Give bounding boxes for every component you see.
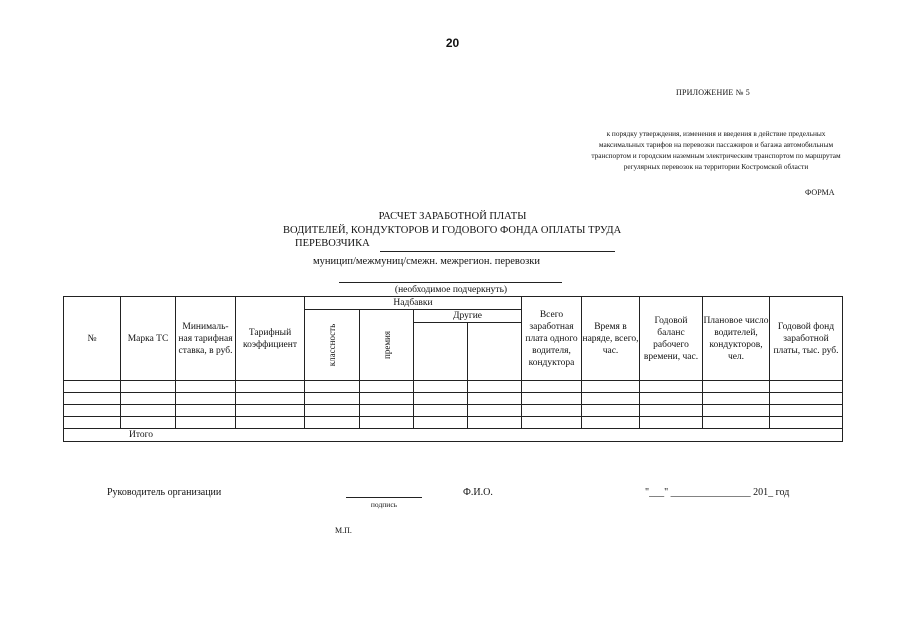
col-header-tariff-coef: Тарифный коэффициент xyxy=(236,297,305,381)
appendix-title: ПРИЛОЖЕНИЕ № 5 xyxy=(676,88,750,97)
signature-line[interactable] xyxy=(346,497,422,498)
stamp-label: М.П. xyxy=(335,526,352,535)
col-header-annual-fund: Годовой фонд заработной платы, тыс. руб. xyxy=(770,297,843,381)
col-header-bonus-cell xyxy=(360,310,414,381)
col-header-min-rate: Минималь-ная тарифная ставка, в руб. xyxy=(176,297,236,381)
col-header-class: классность xyxy=(326,323,337,366)
head-of-organization-label: Руководитель организации xyxy=(107,487,222,498)
document-subtitle: ВОДИТЕЛЕЙ, КОНДУКТОРОВ И ГОДОВОГО ФОНДА ОПЛАТЫ ТРУДА xyxy=(283,225,622,236)
table-row xyxy=(64,417,843,429)
col-header-num: № xyxy=(64,297,121,381)
col-header-planned-count: Плановое число водителей, кондукторов, чел. xyxy=(703,297,770,381)
table-row xyxy=(64,405,843,417)
col-header-bonus: премия xyxy=(381,330,392,359)
carrier-label: ПЕРЕВОЗЧИКА xyxy=(295,238,370,249)
salary-table xyxy=(63,296,843,442)
form-label: ФОРМА xyxy=(805,188,835,197)
date-field[interactable]: "___" ________________ 201_ год xyxy=(645,487,790,498)
document-title: РАСЧЕТ ЗАРАБОТНОЙ ПЛАТЫ xyxy=(378,211,527,222)
appendix-note: к порядку утверждения, изменения и введения в действие предельных максимальных тарифов на перевозки пассажиров и багажа автомобильным транспортом и городским наземным электрическим транспортом по маршрутам регулярных перевозок на территории Костромской области xyxy=(591,129,841,171)
col-header-annual-time: Годовой баланс рабочего времени, час. xyxy=(640,297,703,381)
table-row xyxy=(64,393,843,405)
underline-divider xyxy=(339,282,562,283)
fio-label: Ф.И.О. xyxy=(463,487,493,498)
col-header-allowances: Надбавки xyxy=(305,297,522,310)
total-row xyxy=(64,429,843,442)
table-row xyxy=(64,381,843,393)
underline-note: (необходимое подчеркнуть) xyxy=(394,285,508,295)
col-header-other-2 xyxy=(468,323,522,381)
col-header-other-1 xyxy=(414,323,468,381)
signature-note: подпись xyxy=(370,500,398,509)
carrier-name-line[interactable] xyxy=(380,251,615,252)
transport-types: муницип/межмуниц/смежн. межрегион. перевозки xyxy=(313,256,540,267)
col-header-class-cell xyxy=(305,310,360,381)
page-number: 20 xyxy=(445,36,460,50)
col-header-total-salary: Всего заработная плата одного водителя, кондуктора xyxy=(522,297,582,381)
total-label: Итого xyxy=(64,429,843,442)
col-header-shift-time: Время в наряде, всего, час. xyxy=(582,297,640,381)
col-header-other: Другие xyxy=(414,310,522,323)
col-header-vehicle: Марка ТС xyxy=(121,297,176,381)
